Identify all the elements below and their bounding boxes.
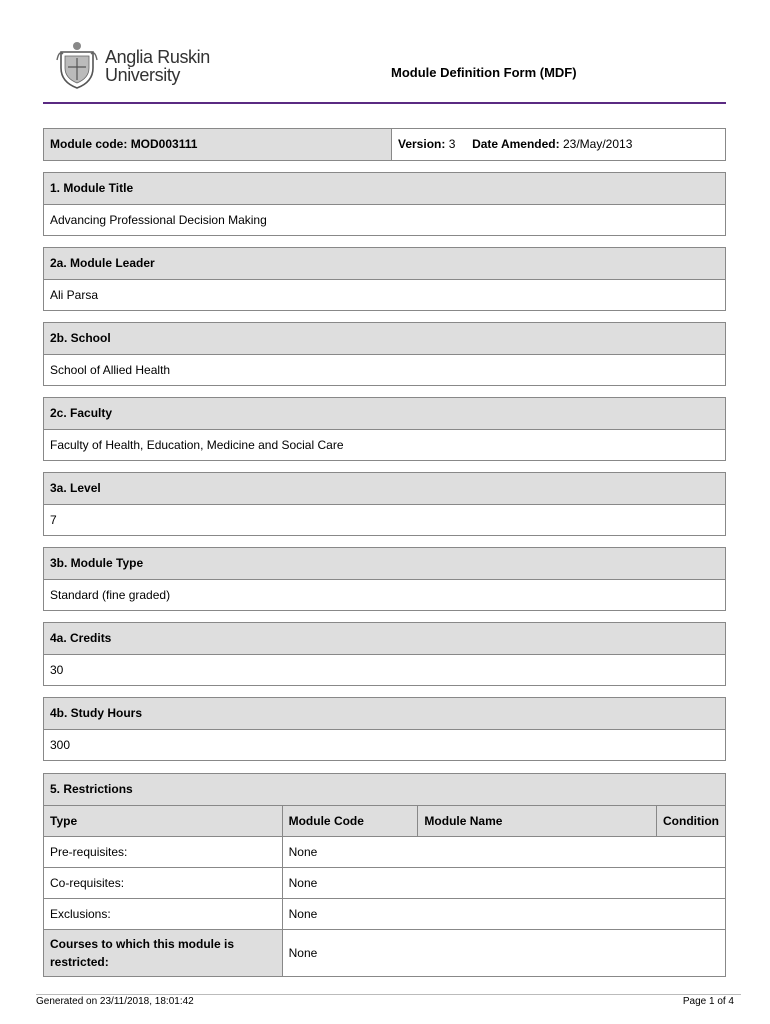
university-name-line2: University [105,65,181,85]
section-heading: 2a. Module Leader [44,248,725,280]
section-heading: 4b. Study Hours [44,698,725,730]
column-header-module-code: Module Code [282,806,418,837]
section-module-type [43,547,726,611]
column-header-module-name: Module Name [418,806,657,837]
restrictions-table [44,805,725,976]
version-label: Version: [398,137,446,151]
module-code-value: MOD003111 [130,137,198,151]
header-divider [43,102,726,104]
section-module-title [43,172,726,236]
restriction-type: Courses to which this module is restricted: [44,930,282,977]
section-value: 7 [50,513,57,527]
page-header [43,38,726,104]
restriction-code: None [282,837,725,868]
footer-divider [36,994,741,995]
column-header-type: Type [44,806,282,837]
university-name [105,48,210,84]
section-module-leader [43,247,726,311]
university-logo [55,40,225,90]
section-heading: 5. Restrictions [44,774,725,805]
section-heading: 1. Module Title [44,173,725,205]
section-heading: 3a. Level [44,473,725,505]
restriction-type: Exclusions: [44,899,282,930]
section-school [43,322,726,386]
restriction-type: Co-requisites: [44,868,282,899]
amended-value: 23/May/2013 [562,137,633,151]
section-faculty [43,397,726,461]
section-heading: 4a. Credits [44,623,725,655]
table-header-row [44,806,725,837]
restriction-code: None [282,868,725,899]
version-value: 3 [448,137,456,151]
section-value: 30 [50,663,64,677]
section-heading: 2b. School [44,323,725,355]
table-row [44,930,725,977]
section-value: Advancing Professional Decision Making [50,213,267,227]
column-header-condition: Condition [657,806,725,837]
section-level [43,472,726,536]
section-restrictions [43,773,726,977]
section-value: Ali Parsa [50,288,99,302]
version-info [392,129,725,160]
section-credits [43,622,726,686]
restriction-code: None [282,899,725,930]
module-code-label: Module code: [50,137,128,151]
section-study-hours [43,697,726,761]
section-heading: 2c. Faculty [44,398,725,430]
module-code [44,129,392,160]
restriction-type: Pre-requisites: [44,837,282,868]
section-value: School of Allied Health [50,363,171,377]
university-name-line1: Anglia Ruskin [105,47,210,67]
section-heading: 3b. Module Type [44,548,725,580]
module-code-box [43,128,726,161]
section-value: Standard (fine graded) [50,588,171,602]
restriction-code: None [282,930,725,977]
section-value: Faculty of Health, Education, Medicine and Social Care [50,438,344,452]
table-row [44,899,725,930]
section-value: 300 [50,738,71,752]
form-title: Module Definition Form (MDF) [391,65,577,80]
table-row [44,868,725,899]
amended-label: Date Amended: [472,137,560,151]
page-number: Page 1 of 4 [682,996,734,1007]
table-row [44,837,725,868]
generated-timestamp: Generated on 23/11/2018, 18:01:42 [36,996,194,1007]
crest-icon [55,40,99,90]
